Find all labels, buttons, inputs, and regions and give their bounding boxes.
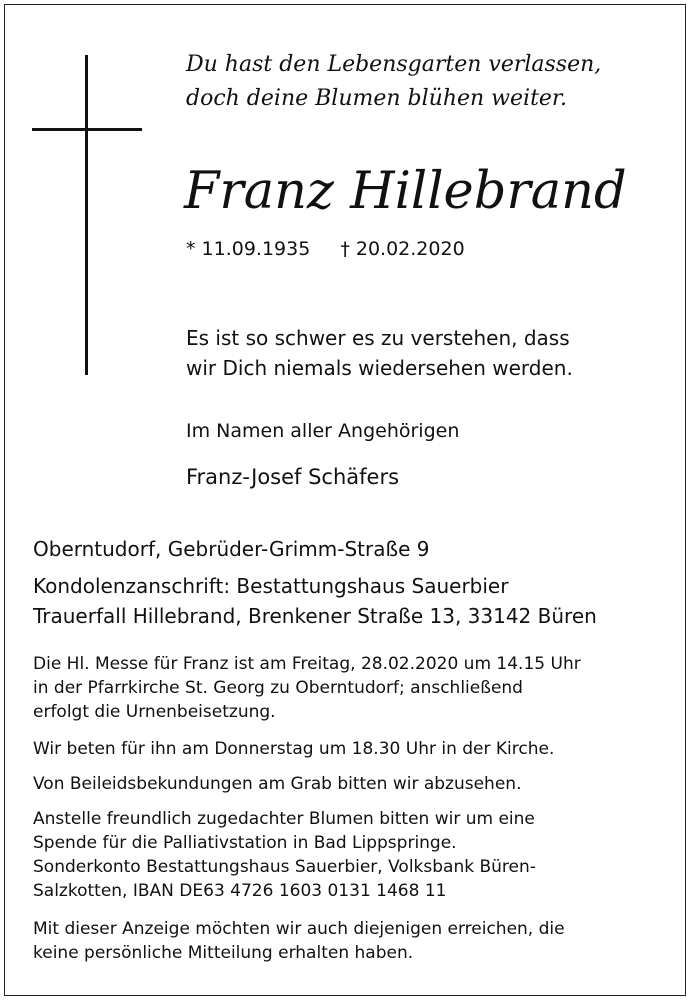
address-line-2: Kondolenzanschrift: Bestattungshaus Sauerbier bbox=[33, 574, 509, 598]
mass-line-1: Die Hl. Messe für Franz ist am Freitag, 28.02.2020 um 14.15 Uhr bbox=[33, 654, 581, 674]
condolence-line: Von Beileidsbekundungen am Grab bitten wir abzusehen. bbox=[33, 774, 522, 794]
life-dates bbox=[186, 236, 465, 262]
donation-notice bbox=[33, 807, 683, 903]
donation-line-1: Anstelle freundlich zugedachter Blumen bitten wir um eine bbox=[33, 809, 535, 829]
prayer-notice bbox=[33, 737, 683, 761]
reach-line-1: Mit dieser Anzeige möchten wir auch diejenigen erreichen, die bbox=[33, 919, 565, 939]
cross-horizontal-bar bbox=[32, 128, 142, 131]
donation-line-2: Spende für die Palliativstation in Bad Lippspringe. bbox=[33, 833, 457, 853]
death-date: † 20.02.2020 bbox=[340, 238, 465, 260]
quote-line-2: doch deine Blumen blühen weiter. bbox=[186, 86, 568, 111]
verse-line-2: wir Dich niemals wiedersehen werden. bbox=[186, 356, 573, 380]
mass-line-3: erfolgt die Urnenbeisetzung. bbox=[33, 702, 276, 722]
quote-line-1: Du hast den Lebensgarten verlassen, bbox=[186, 52, 602, 77]
address-line-3: Trauerfall Hillebrand, Brenkener Straße 13, 33142 Büren bbox=[33, 604, 597, 628]
verse bbox=[186, 323, 573, 383]
prayer-line: Wir beten für ihn am Donnerstag um 18.30 Uhr in der Kirche. bbox=[33, 739, 555, 759]
cross-vertical-bar bbox=[85, 55, 88, 375]
reach-line-2: keine persönliche Mitteilung erhalten haben. bbox=[33, 943, 414, 963]
reach-notice bbox=[33, 917, 683, 965]
condolence-notice bbox=[33, 772, 683, 796]
mourners-intro: Im Namen aller Angehörigen bbox=[186, 420, 460, 442]
birth-date: * 11.09.1935 bbox=[186, 238, 311, 260]
donation-line-4: Salzkotten, IBAN DE63 4726 1603 0131 1468 11 bbox=[33, 881, 447, 901]
verse-line-1: Es ist so schwer es zu verstehen, dass bbox=[186, 326, 570, 350]
mass-line-2: in der Pfarrkirche St. Georg zu Oberntudorf; anschließend bbox=[33, 678, 523, 698]
address-line-1: Oberntudorf, Gebrüder-Grimm-Straße 9 bbox=[33, 537, 430, 561]
mourner-name: Franz-Josef Schäfers bbox=[186, 465, 400, 489]
address-block bbox=[33, 534, 673, 631]
mass-notice bbox=[33, 652, 683, 724]
deceased-name: Franz Hillebrand bbox=[184, 162, 627, 221]
memorial-quote bbox=[186, 48, 646, 116]
donation-line-3: Sonderkonto Bestattungshaus Sauerbier, Volksbank Büren- bbox=[33, 857, 536, 877]
